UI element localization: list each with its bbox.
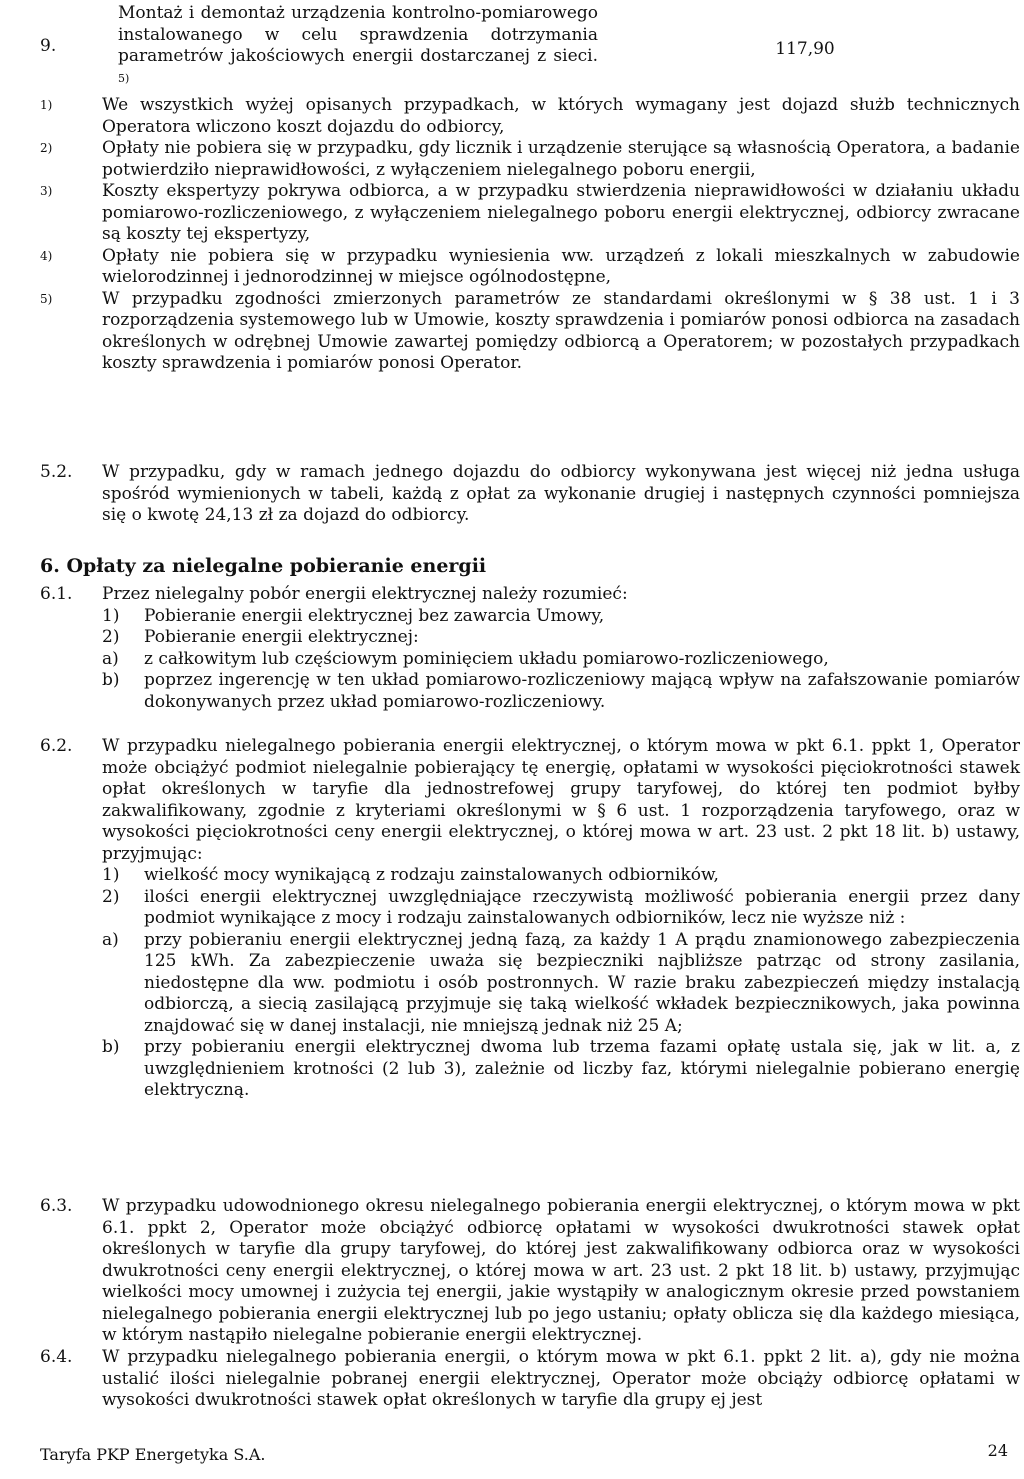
list-item-text: ilości energii elektrycznej uwzględniające rzeczywistą możliwość pobierania energii przez dany podmiot wynikające z mocy i rodzaju zainstalowanych odbiorników, lecz nie wyższe niż : [144, 886, 1020, 928]
paragraph-6-2 [40, 736, 1020, 1102]
list-item [102, 887, 1020, 930]
list-item-text: wielkość mocy wynikającą z rodzaju zainstalowanych odbiorników, [144, 865, 719, 885]
list-subitem [102, 930, 1020, 1038]
footnote [40, 246, 1020, 289]
list-subitem [102, 670, 1020, 713]
footnote-text: W przypadku zgodności zmierzonych parametrów ze standardami określonymi w § 38 ust. 1 i 3 rozporządzenia systemowego lub w Umowie, koszty sprawdzenia i pomiarów ponosi odbiorca na zasadach określonych w odrębnej Umowie zawartej pomiędzy odbiorcą a Operatorem; w pozostałych przypadkach koszty sprawdzenia i pomiarów ponosi Operator. [102, 288, 1020, 373]
footnote [40, 181, 1020, 246]
paragraph-text: W przypadku, gdy w ramach jednego dojazdu do odbiorcy wykonywana jest więcej niż jedna usługa spośród wymienionych w tabeli, każdą z opłat za wykonanie drugiej i następnych czynności pomniejsza się o kwotę 24,13 zł za dojazd do odbiorcy. [102, 462, 1020, 525]
footnote-mark: 1) [40, 98, 53, 112]
list-item-letter: a) [102, 929, 119, 950]
list-subitem [102, 1037, 1020, 1102]
footer-title: Taryfa PKP Energetyka S.A. [40, 1445, 266, 1464]
list-item-number: 1) [102, 865, 120, 885]
page-number: 24 [987, 1441, 1008, 1460]
list-subitem [102, 649, 1020, 671]
footnote-mark: 3) [40, 184, 53, 198]
list-item-text: Pobieranie energii elektrycznej: [144, 627, 419, 647]
paragraph-6-4 [40, 1347, 1020, 1412]
row-note-ref: 5) [118, 71, 130, 85]
footnote-mark: 2) [40, 141, 53, 155]
list-item [102, 627, 1020, 649]
paragraph-number: 6.1. [40, 584, 73, 604]
paragraph-number: 5.2. [40, 462, 73, 482]
footnote-mark: 4) [40, 248, 53, 263]
paragraph-number: 6.2. [40, 736, 73, 756]
paragraph-text: W przypadku udowodnionego okresu nielegalnego pobierania energii elektrycznej, o którym mowa w pkt 6.1. ppkt 2, Operator może obciążyć odbiorcę opłatami w wysokości dwukrotności stawek opłat określonych w taryfie dla grupy taryfowej, do której jest zakwalifikowany odbiorca oraz w wysokości dwukrotności ceny energii elektrycznej, o której mowa w art. 23 ust. 2 pkt 18 lit. b) ustawy, przyjmując wielkości mocy umownej i zużycia tej energii, jakie wystąpiły w analogicznym okresie przed powstaniem nielegalnego pobierania energii elektrycznej lub po jego ustaniu; opłaty oblicza się dla każdego miesiąca, w którym nastąpiło nielegalne pobieranie energii elektrycznej. [102, 1196, 1020, 1345]
row-description-text: Montaż i demontaż urządzenia kontrolno-pomiarowego instalowanego w celu sprawdzenia dotrzymania parametrów jakościowych energii dostarczanej z sieci. [118, 3, 598, 66]
paragraph-6-3 [40, 1196, 1020, 1347]
paragraph-6-1 [40, 584, 1020, 713]
list-item-text: z całkowitym lub częściowym pominięciem układu pomiarowo-rozliczeniowego, [144, 648, 829, 669]
footnote [40, 289, 1020, 375]
paragraph-number: 6.4. [40, 1347, 73, 1367]
list-item-letter: b) [102, 670, 120, 690]
paragraph-text: W przypadku nielegalnego pobierania energii, o którym mowa w pkt 6.1. ppkt 2 lit. a), gdy nie można ustalić ilości nielegalnie pobranej energii elektrycznej, Operator może obciąży odbiorcę opłatami w wysokości dwukrotności stawek opłat określonych w taryfie dla grupy ej jest [102, 1347, 1020, 1410]
footnote-text: We wszystkich wyżej opisanych przypadkach, w których wymagany jest dojazd służb technicznych Operatora wliczono koszt dojazdu do odbiorcy, [102, 95, 1020, 137]
paragraph-intro: W przypadku nielegalnego pobierania energii elektrycznej, o którym mowa w pkt 6.1. ppkt 1, Operator może obciążyć podmiot nielegalnie pobierający tę energię, opłatami w wysokości pięciokrotności stawek opłat określonych w taryfie dla jednostrefowej grupy taryfowej, do której ten podmiot byłby zakwalifikowany, zgodnie z kryteriami określonymi w § 6 ust. 1 rozporządzenia taryfowego, oraz w wysokości pięciokrotności ceny energii elektrycznej, o której mowa w art. 23 ust. 2 pkt 18 lit. b) ustawy, przyjmując: [102, 736, 1020, 864]
row-number: 9. [40, 36, 57, 56]
list-item-number: 2) [102, 886, 120, 907]
list-item-text: przy pobieraniu energii elektrycznej jedną fazą, za każdy 1 A prądu znamionowego zabezpieczenia 125 kWh. Za zabezpieczenie uważa się bezpieczniki najbliższe patrząc od strony zasilania, niedostępne dla ww. podmiotu i osób postronnych. W razie braku zabezpieczeń między instalacją odbiorczą, a siecią zasilającą przyjmuje się taką wielkość wkładek bezpiecznikowych, jaka powinna znajdować się w danej instalacji, nie mniejszą jednak niż 25 A; [144, 929, 1020, 1036]
list-item-number: 2) [102, 627, 120, 647]
footnote [40, 95, 1020, 138]
footnote-text: Opłaty nie pobiera się w przypadku, gdy licznik i urządzenie sterujące są własnością Operatora, a badanie potwierdziło nieprawidłowości, z wyłączeniem nielegalnego poboru energii, [102, 138, 1020, 180]
footnote [40, 138, 1020, 181]
row-price: 117,90 [775, 39, 835, 59]
paragraph-intro: Przez nielegalny pobór energii elektrycznej należy rozumieć: [102, 584, 628, 604]
list-item-letter: a) [102, 648, 119, 669]
list-item [102, 606, 1020, 628]
list-item-letter: b) [102, 1037, 120, 1057]
list-item-number: 1) [102, 605, 120, 626]
list-item-text: Pobieranie energii elektrycznej bez zawarcia Umowy, [144, 605, 605, 626]
footnote-text: Opłaty nie pobiera się w przypadku wyniesienia ww. urządzeń z lokali mieszkalnych w zabudowie wielorodzinnej i jednorodzinnej w miejsce ogólnodostępne, [102, 245, 1020, 287]
footnote-text: Koszty ekspertyzy pokrywa odbiorca, a w przypadku stwierdzenia nieprawidłowości w działaniu układu pomiarowo-rozliczeniowego, z wyłączeniem nielegalnego poboru energii elektrycznej, odbiorcy zwracane są koszty tej ekspertyzy, [102, 181, 1020, 244]
row-description [118, 3, 598, 95]
footnotes [40, 95, 1020, 375]
list-item-text: przy pobieraniu energii elektrycznej dwoma lub trzema fazami opłatę ustala się, jak w lit. a, z uwzględnieniem krotności (2 lub 3), zależnie od liczby faz, którymi nielegalnie pobierano energię elektryczną. [144, 1037, 1020, 1100]
footnote-mark: 5) [40, 291, 53, 306]
list-item [102, 865, 1020, 887]
list-item-text: poprzez ingerencję w ten układ pomiarowo-rozliczeniowy mającą wpływ na zafałszowanie pomiarów dokonywanych przez układ pomiarowo-rozliczeniowy. [144, 670, 1020, 712]
paragraph-5-2 [40, 462, 1020, 527]
paragraph-number: 6.3. [40, 1196, 73, 1216]
section-heading: 6. Opłaty za nielegalne pobieranie energii [40, 555, 487, 577]
table-row [40, 3, 1000, 83]
